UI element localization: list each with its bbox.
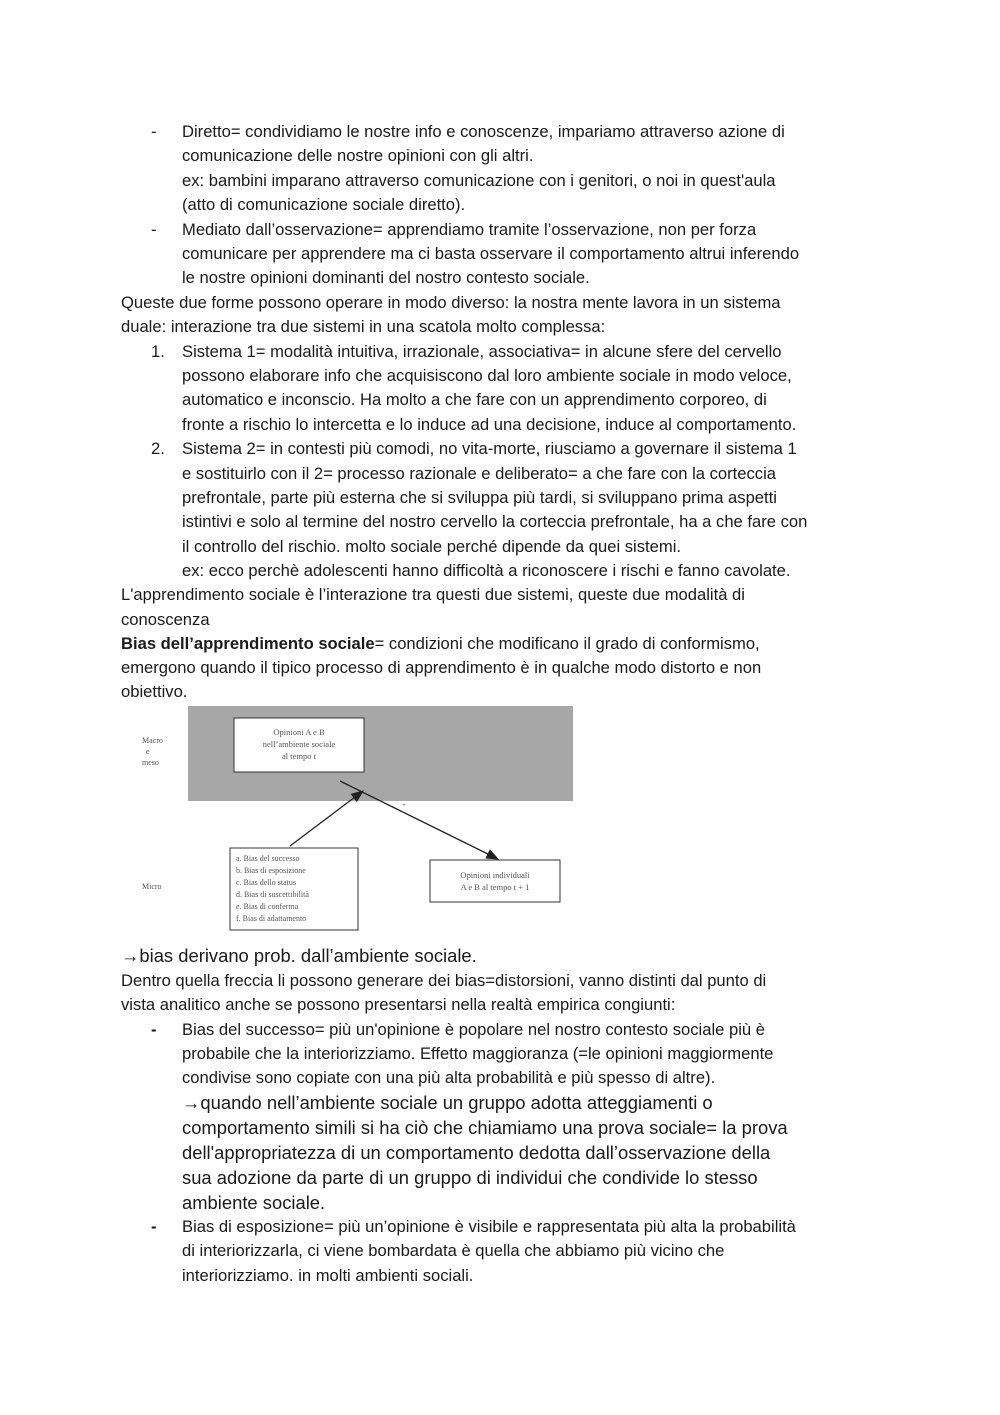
arrow-note: →bias derivano prob. dall’ambiente sociale.: [121, 945, 477, 966]
text-line: fronte a rischio lo intercetta e lo induce ad una decisione, induce al comportamento.: [182, 415, 797, 434]
bias-item: d. Bias di suscettibilità: [236, 890, 309, 899]
individual-opinions-box: [430, 860, 560, 902]
arrow-label: +: [402, 801, 406, 809]
text-line: sua adozione da parte di un gruppo di individui che condivide lo stesso: [182, 1167, 758, 1188]
definition-text: = condizioni che modificano il grado di conformismo,: [374, 634, 760, 653]
text-line: Mediato dall’osservazione= apprendiamo tramite l’osservazione, non per forza: [182, 220, 757, 239]
bullet-marker: -: [151, 1020, 157, 1039]
paragraph-line: duale: interazione tra due sistemi in una scatola molto complessa:: [121, 317, 606, 336]
text-line: (atto di comunicazione sociale diretto).: [182, 195, 466, 214]
list-number: 2.: [151, 439, 165, 458]
meso-label-and: e: [146, 747, 150, 756]
text-line: dell'appropriatezza di un comportamento dedotta dall’osservazione della: [182, 1142, 771, 1163]
text-line: comportamento simili si ha ciò che chiamiamo una prova sociale= la prova: [182, 1117, 788, 1138]
text-line: comunicazione delle nostre opinioni con gli altri.: [182, 146, 534, 165]
list-number: 1.: [151, 342, 165, 361]
paragraph-line: emergono quando il tipico processo di apprendimento è in qualche modo distorto e non: [121, 658, 762, 677]
bias-diagram: [130, 703, 580, 938]
text-line: Bias del successo= più un'opinione è popolare nel nostro contesto sociale più è: [182, 1020, 765, 1039]
bias-item: c. Bias dello status: [236, 878, 296, 887]
micro-label: Micro: [142, 882, 162, 891]
text-line: ex: ecco perchè adolescenti hanno difficoltà a riconoscere i rischi e fanno cavolate.: [182, 561, 791, 580]
text-line: Sistema 1= modalità intuitiva, irrazionale, associativa= in alcune sfere del cervello: [182, 342, 782, 361]
bullet-marker: -: [151, 122, 157, 141]
bias-item: b. Bias di esposizione: [236, 866, 306, 875]
text-line: ex: bambini imparano attraverso comunicazione con i genitori, o noi in quest'aula: [182, 171, 776, 190]
box-text: al tempo t: [282, 751, 316, 761]
definition-term: Bias dell’apprendimento sociale: [121, 634, 375, 653]
paragraph-line: Queste due forme possono operare in modo diverso: la nostra mente lavora in un sistema: [121, 293, 781, 312]
box-text: Opinioni individuali: [460, 870, 530, 880]
text-line: prefrontale, parte più esterna che si sviluppa più tardi, si sviluppano prima aspetti: [182, 488, 777, 507]
macro-label: Macro: [142, 736, 163, 745]
text-line: Diretto= condividiamo le nostre info e conoscenze, impariamo attraverso azione di: [182, 122, 785, 141]
paragraph-line: L'apprendimento sociale è l’interazione tra questi due sistemi, queste due modalità di: [121, 585, 745, 604]
text-line: probabile che la interiorizziamo. Effetto maggioranza (=le opinioni maggiormente: [182, 1044, 774, 1063]
paragraph-line: Dentro quella freccia li possono generare dei bias=distorsioni, vanno distinti dal punto di: [121, 971, 767, 990]
bullet-marker: -: [151, 220, 157, 239]
text-line: le nostre opinioni dominanti del nostro contesto sociale.: [182, 268, 590, 287]
paragraph-line: vista analitico anche se possono presentarsi nella realtà empirica congiunti:: [121, 995, 676, 1014]
text-line: e sostituirlo con il 2= processo razionale e deliberato= a che fare con la corteccia: [182, 464, 777, 483]
text-line: Sistema 2= in contesti più comodi, no vita-morte, riusciamo a governare il sistema 1: [182, 439, 797, 458]
box-text: Opinioni A e B: [273, 727, 325, 737]
meso-label: meso: [142, 758, 159, 767]
text-line: istintivi e solo al termine del nostro cervello la corteccia prefrontale, ha a che fare con: [182, 512, 808, 531]
box-text: nell’ambiente sociale: [262, 739, 336, 749]
text-line: ambiente sociale.: [182, 1192, 326, 1213]
text-line: condivise sono copiate con una più alta probabilità e più spesso di altre).: [182, 1068, 716, 1087]
text-line: possono elaborare info che acquisiscono dal loro ambiente sociale in modo veloce,: [182, 366, 792, 385]
paragraph-line: obiettivo.: [121, 682, 188, 701]
bias-item: a. Bias del successo: [236, 854, 300, 863]
text-line: comunicare per apprendere ma ci basta osservare il comportamento altrui inferendo: [182, 244, 800, 263]
text-line: →quando nell’ambiente sociale un gruppo adotta atteggiamenti o: [182, 1092, 713, 1113]
text-line: il controllo del rischio. molto sociale perché dipende da quei sistemi.: [182, 537, 681, 556]
bias-item: e. Bias di conferma: [236, 902, 299, 911]
box-text: A e B al tempo t + 1: [460, 882, 530, 892]
definition-line: [121, 632, 760, 656]
text-line: automatico e inconscio. Ha molto a che fare con un apprendimento corporeo, di: [182, 390, 767, 409]
bullet-marker: -: [151, 1217, 157, 1236]
paragraph-line: conoscenza: [121, 610, 210, 629]
text-line: di interiorizzarla, ci viene bombardata è quella che abbiamo più vicino che: [182, 1241, 725, 1260]
text-line: Bias di esposizione= più un’opinione è visibile e rappresentata più alta la probabilità: [182, 1217, 796, 1236]
bias-item: f. Bias di adattamento: [236, 914, 307, 923]
text-line: interiorizziamo. in molti ambienti sociali.: [182, 1266, 474, 1285]
